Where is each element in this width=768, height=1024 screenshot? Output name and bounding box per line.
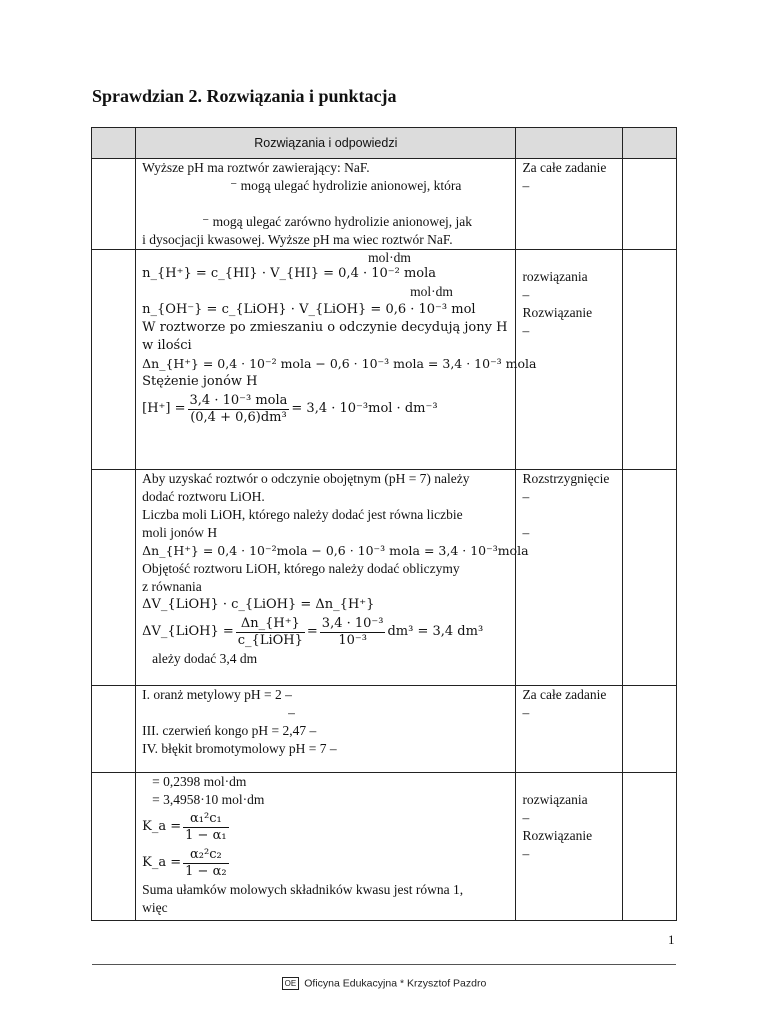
solution-line: i dysocjacji kwasowej. Wyższe pH ma wiec roztwór NaF. [142,232,453,247]
math-line: Δn_{H⁺} = 0,4 · 10⁻² mola − 0,6 · 10⁻³ mola = 3,4 · 10⁻³ mola [142,356,537,371]
fraction-numerator: 3,4 · 10⁻³ mola [189,392,288,408]
fraction-numerator: α₂²c₂ [183,847,228,864]
fraction [183,847,228,880]
fraction-numerator: Δn_{H⁺} [236,616,305,633]
table-row [92,250,677,470]
solution-line: Stężenie jonów H [142,374,258,389]
table-row [92,686,677,773]
fraction-line [142,391,509,427]
solution-line: III. czerwień kongo pH = 2,47 – [142,723,317,738]
solution-cell [136,773,516,921]
points-cell [622,159,676,250]
header-cell-points [622,128,676,159]
solution-line: = 3,4958·10 mol·dm [152,792,265,807]
publisher-name: Oficyna Edukacyjna * Krzysztof Pazdro [304,977,487,990]
footer-divider [92,964,676,965]
fraction [236,616,305,649]
solution-line: Wyższe pH ma roztwór zawierający: NaF. [142,160,370,175]
task-number-cell [92,773,136,921]
criteria-line: rozwiązania [522,269,588,284]
solution-cell [136,159,516,250]
solution-cell [136,470,529,686]
criteria-line: Rozwiązanie [522,305,593,320]
solution-cell [136,686,516,773]
fraction [320,616,386,649]
criteria-line: – [522,323,530,338]
math-line: Δn_{H⁺} = 0,4 · 10⁻²mola − 0,6 · 10⁻³ mola = 3,4 · 10⁻³mola [142,543,529,558]
math-text: ΔV_{LiOH} = [142,624,234,639]
solution-line: mol·dm [410,284,453,299]
criteria-cell [516,159,622,250]
solution-line: ależy dodać 3,4 dm [152,651,258,666]
math-line: n_{OH⁻} = c_{LiOH} · V_{LiOH} = 0,6 · 10⁻³ mol [142,302,476,317]
fraction-denominator: 1 − α₁ [185,827,227,843]
table-row [92,773,677,921]
fraction-denominator: 10⁻³ [338,632,367,648]
solution-line: Objętość roztworu LiOH, którego należy dodać obliczymy [142,561,460,576]
math-text: = [306,624,318,639]
solution-line: – [288,705,295,720]
solution-line: więc [142,900,168,915]
fraction-line [142,614,509,650]
task-number-cell [92,470,136,686]
criteria-line: – [522,178,530,193]
solution-line: Liczba moli LiOH, którego należy dodać jest równa liczbie [142,507,463,522]
points-cell [622,470,676,686]
solution-line: z równania [142,579,202,594]
header-cell-solutions: Rozwiązania i odpowiedzi [136,128,516,159]
fraction-denominator: c_{LiOH} [237,632,303,648]
solution-line: Aby uzyskać roztwór o odczynie obojętnym (pH = 7) należy [142,471,470,486]
solution-line: = 0,2398 mol·dm [152,774,247,789]
table-row [92,470,677,686]
fraction-numerator: α₁²c₁ [183,811,228,828]
criteria-line: – [522,287,530,302]
solution-line: ⁻ mogą ulegać zarówno hydrolizie anionowej, jak [202,214,473,229]
criteria-cell [516,773,622,921]
task-number-cell [92,686,136,773]
criteria-line: rozwiązania [522,792,588,807]
math-text: [H⁺] = [142,401,186,416]
criteria-line: Rozstrzygnięcie [522,471,610,486]
criteria-cell [516,470,622,686]
header-cell-number [92,128,136,159]
math-line: ΔV_{LiOH} · c_{LiOH} = Δn_{H⁺} [142,597,375,612]
criteria-line: Za całe zadanie [522,687,607,702]
fraction-numerator: 3,4 · 10⁻³ [321,615,384,631]
points-cell [622,250,676,470]
criteria-line: Rozwiązanie [522,828,593,843]
page-number: 1 [668,932,675,947]
math-text: = 3,4 · 10⁻³mol · dm⁻³ [291,401,438,416]
solution-line: ⁻ mogą ulegać hydrolizie anionowej, która [230,178,462,193]
solution-line: mol·dm [368,250,411,265]
solution-line: I. oranż metylowy pH = 2 – [142,687,292,702]
fraction-line [142,845,509,881]
criteria-line: – [522,846,530,861]
points-cell [622,686,676,773]
task-number-cell [92,250,136,470]
math-text: dm³ = 3,4 dm³ [387,624,484,639]
fraction [188,393,290,426]
math-line: n_{H⁺} = c_{HI} · V_{HI} = 0,4 · 10⁻² mola [142,266,437,281]
criteria-cell [516,686,622,773]
math-text: K_a = [142,855,182,870]
criteria-line: – [522,489,530,504]
solution-line: W roztworze po zmieszaniu o odczynie decydują jony H [142,320,508,335]
solution-cell [136,250,537,470]
page-title: Sprawdzian 2. Rozwiązania i punktacja [92,86,397,106]
publisher-logo-icon: OE [282,977,300,990]
criteria-line: Za całe zadanie [522,160,607,175]
fraction-line [142,809,509,845]
solutions-table [91,127,677,921]
points-cell [622,773,676,921]
solution-line: Suma ułamków molowych składników kwasu jest równa 1, [142,882,464,897]
solution-line: IV. błękit bromotymolowy pH = 7 – [142,741,337,756]
fraction-denominator: (0,4 + 0,6)dm³ [190,409,287,425]
solution-line: moli jonów H [142,525,218,540]
criteria-line: – [522,705,530,720]
math-text: K_a = [142,819,182,834]
solution-line: dodać roztworu LiOH. [142,489,265,504]
solution-line: w ilości [142,338,192,353]
fraction-denominator: 1 − α₂ [185,863,227,879]
table-header-row [92,128,677,159]
criteria-line: – [522,525,530,540]
task-number-cell [92,159,136,250]
header-cell-criteria [516,128,622,159]
table-row [92,159,677,250]
fraction [183,811,228,844]
footer [0,977,768,990]
criteria-line: – [522,810,530,825]
